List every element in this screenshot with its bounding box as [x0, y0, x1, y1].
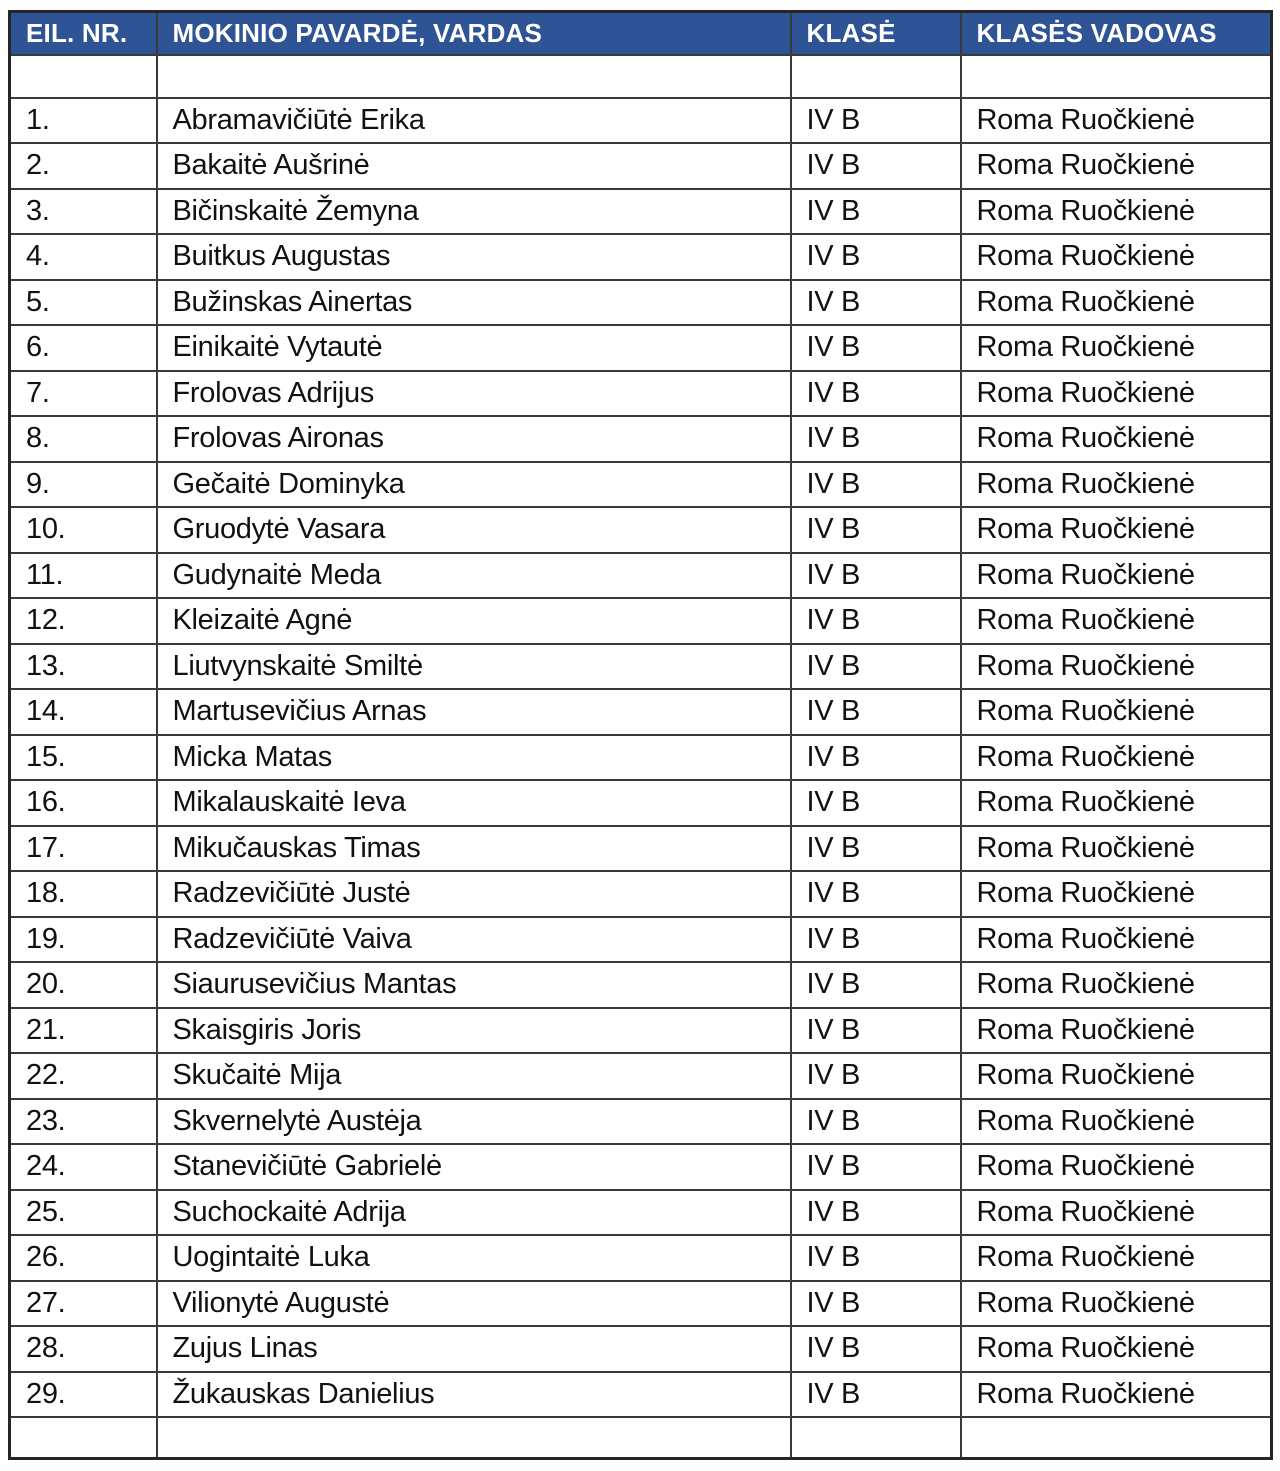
teacher-cell: Roma Ruočkienė	[961, 644, 1272, 690]
empty-row-bottom	[10, 1417, 1272, 1458]
class-cell: IV B	[791, 143, 961, 189]
student-name-cell: Kleizaitė Agnė	[157, 598, 791, 644]
class-cell: IV B	[791, 98, 961, 144]
teacher-cell: Roma Ruočkienė	[961, 1053, 1272, 1099]
row-number-cell: 26.	[10, 1235, 157, 1281]
row-number-cell: 5.	[10, 280, 157, 326]
class-cell: IV B	[791, 280, 961, 326]
table-row	[10, 371, 1272, 417]
row-number-cell: 23.	[10, 1099, 157, 1145]
student-name-cell: Skučaitė Mija	[157, 1053, 791, 1099]
class-cell: IV B	[791, 416, 961, 462]
row-number-cell: 28.	[10, 1326, 157, 1372]
empty-row-top	[10, 55, 1272, 98]
teacher-cell: Roma Ruočkienė	[961, 780, 1272, 826]
teacher-cell: Roma Ruočkienė	[961, 234, 1272, 280]
row-number-cell: 7.	[10, 371, 157, 417]
table-row	[10, 1326, 1272, 1372]
table-row	[10, 325, 1272, 371]
row-number-cell: 24.	[10, 1144, 157, 1190]
class-cell: IV B	[791, 462, 961, 508]
row-number-cell: 2.	[10, 143, 157, 189]
teacher-cell: Roma Ruočkienė	[961, 371, 1272, 417]
class-cell: IV B	[791, 234, 961, 280]
row-number-cell: 21.	[10, 1008, 157, 1054]
column-header-number: EIL. NR.	[10, 12, 157, 55]
header-row	[10, 12, 1272, 55]
empty-cell	[961, 1417, 1272, 1458]
teacher-cell: Roma Ruočkienė	[961, 553, 1272, 599]
row-number-cell: 10.	[10, 507, 157, 553]
student-name-cell: Uogintaitė Luka	[157, 1235, 791, 1281]
class-cell: IV B	[791, 553, 961, 599]
student-name-cell: Bužinskas Ainertas	[157, 280, 791, 326]
table-row	[10, 1235, 1272, 1281]
teacher-cell: Roma Ruočkienė	[961, 507, 1272, 553]
column-header-teacher: KLASĖS VADOVAS	[961, 12, 1272, 55]
empty-cell	[10, 1417, 157, 1458]
table-row	[10, 462, 1272, 508]
class-cell: IV B	[791, 644, 961, 690]
student-name-cell: Skaisgiris Joris	[157, 1008, 791, 1054]
empty-cell	[961, 55, 1272, 98]
teacher-cell: Roma Ruočkienė	[961, 871, 1272, 917]
teacher-cell: Roma Ruočkienė	[961, 1144, 1272, 1190]
table-row	[10, 917, 1272, 963]
empty-cell	[10, 55, 157, 98]
row-number-cell: 17.	[10, 826, 157, 872]
student-name-cell: Žukauskas Danielius	[157, 1372, 791, 1418]
empty-cell	[157, 1417, 791, 1458]
row-number-cell: 18.	[10, 871, 157, 917]
student-name-cell: Buitkus Augustas	[157, 234, 791, 280]
table-row	[10, 507, 1272, 553]
table-row	[10, 1144, 1272, 1190]
row-number-cell: 3.	[10, 189, 157, 235]
teacher-cell: Roma Ruočkienė	[961, 1008, 1272, 1054]
column-header-class: KLASĖ	[791, 12, 961, 55]
student-name-cell: Suchockaitė Adrija	[157, 1190, 791, 1236]
class-cell: IV B	[791, 1008, 961, 1054]
teacher-cell: Roma Ruočkienė	[961, 462, 1272, 508]
class-cell: IV B	[791, 826, 961, 872]
class-cell: IV B	[791, 1372, 961, 1418]
table-row	[10, 280, 1272, 326]
student-name-cell: Bakaitė Aušrinė	[157, 143, 791, 189]
table-row	[10, 1281, 1272, 1327]
student-name-cell: Gudynaitė Meda	[157, 553, 791, 599]
teacher-cell: Roma Ruočkienė	[961, 1281, 1272, 1327]
teacher-cell: Roma Ruočkienė	[961, 735, 1272, 781]
row-number-cell: 19.	[10, 917, 157, 963]
row-number-cell: 8.	[10, 416, 157, 462]
class-cell: IV B	[791, 780, 961, 826]
row-number-cell: 14.	[10, 689, 157, 735]
table-row	[10, 1099, 1272, 1145]
student-name-cell: Radzevičiūtė Vaiva	[157, 917, 791, 963]
table-row	[10, 143, 1272, 189]
teacher-cell: Roma Ruočkienė	[961, 325, 1272, 371]
class-cell: IV B	[791, 1099, 961, 1145]
row-number-cell: 12.	[10, 598, 157, 644]
teacher-cell: Roma Ruočkienė	[961, 1190, 1272, 1236]
row-number-cell: 9.	[10, 462, 157, 508]
table-row	[10, 598, 1272, 644]
teacher-cell: Roma Ruočkienė	[961, 962, 1272, 1008]
teacher-cell: Roma Ruočkienė	[961, 917, 1272, 963]
student-name-cell: Mikučauskas Timas	[157, 826, 791, 872]
table-header	[10, 12, 1272, 55]
student-name-cell: Martusevičius Arnas	[157, 689, 791, 735]
table-row	[10, 826, 1272, 872]
row-number-cell: 16.	[10, 780, 157, 826]
row-number-cell: 1.	[10, 98, 157, 144]
empty-cell	[791, 1417, 961, 1458]
row-number-cell: 22.	[10, 1053, 157, 1099]
student-name-cell: Zujus Linas	[157, 1326, 791, 1372]
teacher-cell: Roma Ruočkienė	[961, 189, 1272, 235]
row-number-cell: 20.	[10, 962, 157, 1008]
student-name-cell: Micka Matas	[157, 735, 791, 781]
table-row	[10, 1190, 1272, 1236]
class-cell: IV B	[791, 1326, 961, 1372]
class-cell: IV B	[791, 1190, 961, 1236]
class-cell: IV B	[791, 1235, 961, 1281]
row-number-cell: 6.	[10, 325, 157, 371]
class-cell: IV B	[791, 1053, 961, 1099]
class-cell: IV B	[791, 689, 961, 735]
teacher-cell: Roma Ruočkienė	[961, 1326, 1272, 1372]
class-cell: IV B	[791, 189, 961, 235]
table-row	[10, 1053, 1272, 1099]
row-number-cell: 4.	[10, 234, 157, 280]
class-cell: IV B	[791, 917, 961, 963]
table-body	[10, 55, 1272, 1459]
table-row	[10, 553, 1272, 599]
student-name-cell: Siaurusevičius Mantas	[157, 962, 791, 1008]
table-row	[10, 1008, 1272, 1054]
row-number-cell: 29.	[10, 1372, 157, 1418]
row-number-cell: 15.	[10, 735, 157, 781]
class-cell: IV B	[791, 735, 961, 781]
row-number-cell: 25.	[10, 1190, 157, 1236]
table-row	[10, 780, 1272, 826]
student-name-cell: Abramavičiūtė Erika	[157, 98, 791, 144]
row-number-cell: 27.	[10, 1281, 157, 1327]
student-name-cell: Radzevičiūtė Justė	[157, 871, 791, 917]
student-name-cell: Vilionytė Augustė	[157, 1281, 791, 1327]
student-name-cell: Frolovas Aironas	[157, 416, 791, 462]
class-cell: IV B	[791, 371, 961, 417]
teacher-cell: Roma Ruočkienė	[961, 280, 1272, 326]
teacher-cell: Roma Ruočkienė	[961, 598, 1272, 644]
student-name-cell: Bičinskaitė Žemyna	[157, 189, 791, 235]
empty-cell	[791, 55, 961, 98]
table-row	[10, 735, 1272, 781]
table-row	[10, 644, 1272, 690]
teacher-cell: Roma Ruočkienė	[961, 1372, 1272, 1418]
table-row	[10, 689, 1272, 735]
table-row	[10, 98, 1272, 144]
teacher-cell: Roma Ruočkienė	[961, 689, 1272, 735]
class-cell: IV B	[791, 598, 961, 644]
student-name-cell: Stanevičiūtė Gabrielė	[157, 1144, 791, 1190]
teacher-cell: Roma Ruočkienė	[961, 1235, 1272, 1281]
row-number-cell: 11.	[10, 553, 157, 599]
class-cell: IV B	[791, 507, 961, 553]
empty-cell	[157, 55, 791, 98]
table-row	[10, 234, 1272, 280]
table-row	[10, 962, 1272, 1008]
column-header-name: MOKINIO PAVARDĖ, VARDAS	[157, 12, 791, 55]
class-cell: IV B	[791, 871, 961, 917]
student-name-cell: Mikalauskaitė Ieva	[157, 780, 791, 826]
class-cell: IV B	[791, 325, 961, 371]
student-name-cell: Gruodytė Vasara	[157, 507, 791, 553]
class-cell: IV B	[791, 962, 961, 1008]
teacher-cell: Roma Ruočkienė	[961, 98, 1272, 144]
students-table	[8, 10, 1273, 1460]
teacher-cell: Roma Ruočkienė	[961, 143, 1272, 189]
teacher-cell: Roma Ruočkienė	[961, 1099, 1272, 1145]
student-name-cell: Einikaitė Vytautė	[157, 325, 791, 371]
student-name-cell: Gečaitė Dominyka	[157, 462, 791, 508]
class-cell: IV B	[791, 1144, 961, 1190]
table-row	[10, 1372, 1272, 1418]
student-name-cell: Frolovas Adrijus	[157, 371, 791, 417]
class-cell: IV B	[791, 1281, 961, 1327]
table-row	[10, 416, 1272, 462]
teacher-cell: Roma Ruočkienė	[961, 416, 1272, 462]
table-row	[10, 871, 1272, 917]
student-name-cell: Liutvynskaitė Smiltė	[157, 644, 791, 690]
row-number-cell: 13.	[10, 644, 157, 690]
teacher-cell: Roma Ruočkienė	[961, 826, 1272, 872]
student-name-cell: Skvernelytė Austėja	[157, 1099, 791, 1145]
table-row	[10, 189, 1272, 235]
